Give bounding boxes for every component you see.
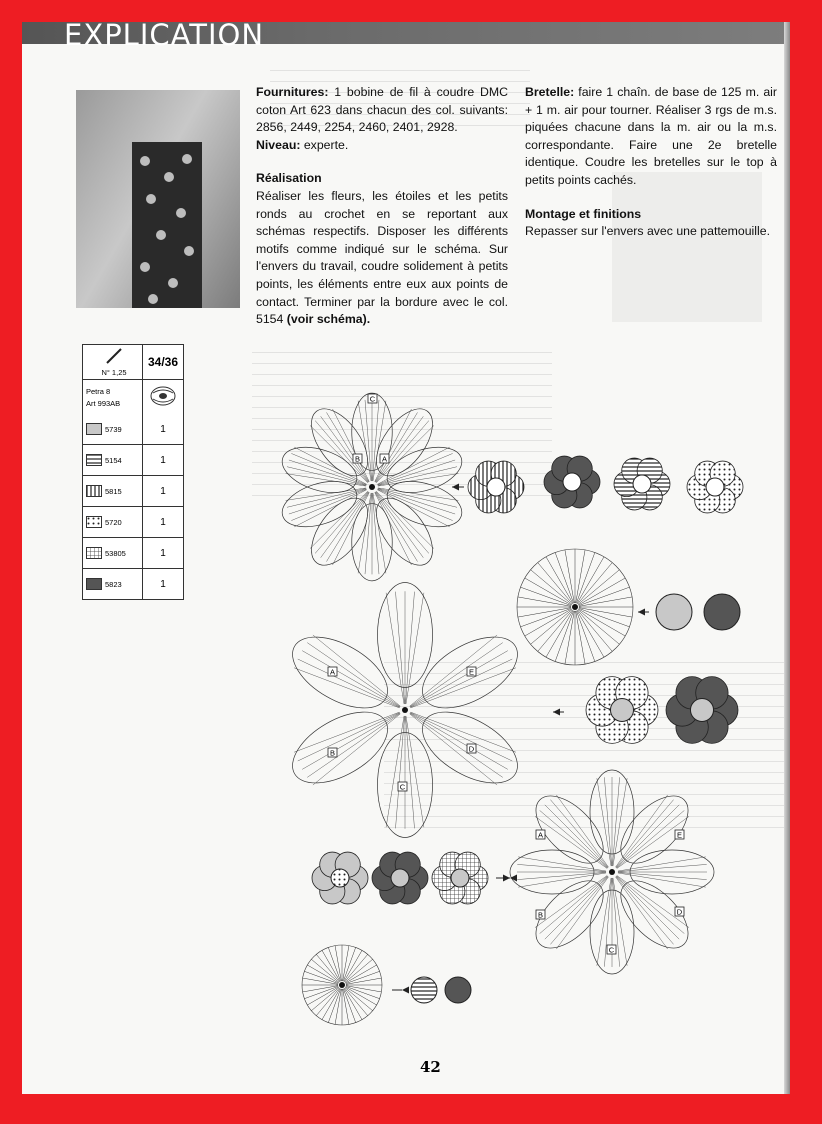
small-flower-motif-light <box>312 852 368 904</box>
small-flower-motif-dark <box>372 852 428 904</box>
flower-motif-striped <box>468 461 524 513</box>
realisation-ref: (voir schéma). <box>286 312 371 327</box>
diagram-label: A <box>537 830 544 840</box>
large-flower-motif-dotted <box>586 677 658 744</box>
diagram-label: A <box>329 667 336 677</box>
color-quantity: 1 <box>160 516 166 528</box>
color-code: 5154 <box>105 455 122 465</box>
small-flower-motif-grid <box>432 852 488 904</box>
niveau-label: Niveau: <box>256 137 301 152</box>
diagram-label: E <box>468 667 475 677</box>
large-flower-motif-dark <box>666 677 738 744</box>
page-title: EXPLICATION <box>64 22 265 52</box>
disc-motif-striped <box>411 977 437 1003</box>
color-quantity: 1 <box>160 578 166 590</box>
page-number: 42 <box>420 1058 441 1076</box>
color-quantity: 1 <box>160 547 166 559</box>
bretelle-text: faire 1 chaîn. de base de 125 m. air + 1 m. air pour tourner. Réaliser 3 rgs de m.s. piquées chacune dans la m. air ou la m.s. correspondante. Faire une 2e bretelle identique. Coudre les bretelles sur le top à petits points cachés. <box>525 85 777 187</box>
small-round-chart <box>302 945 382 1025</box>
color-code: 5720 <box>105 517 122 527</box>
disc-motif-light <box>656 594 692 630</box>
montage-text: Repasser sur l'envers avec une pattemouille. <box>525 224 770 239</box>
color-quantity: 1 <box>160 423 166 435</box>
realisation-text: Réaliser les fleurs, les étoiles et les petits ronds au crochet en se reportant aux schémas respectifs. Disposer les différents motifs comme indiqué sur le schéma. Sur l'envers du travail, coudre solidement à petits points, les éléments entre eux aux points de contact. Terminer par la bordure avec le col. 5154 <box>256 188 508 327</box>
color-quantity: 1 <box>160 485 166 497</box>
diagram-label: C <box>369 394 376 404</box>
diagram-label: B <box>329 748 336 758</box>
diagram-label: A <box>381 454 388 464</box>
star-flower-chart <box>276 393 467 581</box>
arrow-head <box>553 709 560 716</box>
arrow-head <box>452 484 459 491</box>
color-code: 5815 <box>105 486 122 496</box>
size-label: 34/36 <box>147 355 179 369</box>
magazine-page <box>22 22 790 1094</box>
large-flower-chart-2 <box>510 770 714 974</box>
diagram-label: C <box>608 945 615 955</box>
hook-size: N° 1,25 <box>101 368 127 377</box>
crochet-diagrams <box>22 22 790 1094</box>
diagram-label: D <box>676 907 683 917</box>
diagram-label: C <box>399 782 406 792</box>
arrow-head <box>638 609 645 616</box>
round-motif-chart <box>517 549 633 665</box>
flower-motif-dark <box>544 456 600 508</box>
diagram-label: B <box>537 910 544 920</box>
disc-motif-dark-small <box>445 977 471 1003</box>
diagram-label: E <box>676 830 683 840</box>
large-flower-chart <box>281 583 529 838</box>
diagram-label: D <box>468 744 475 754</box>
arrow-head <box>402 987 409 994</box>
bretelle-label: Bretelle: <box>525 85 575 99</box>
flower-motif-hstripes <box>614 458 670 510</box>
niveau-value: experte. <box>303 137 349 152</box>
realisation-title: Réalisation <box>256 171 322 186</box>
color-quantity: 1 <box>160 454 166 466</box>
fournitures-text: 1 bobine de fil à coudre DMC coton Art 623 dans chacun des col. suivants: 2856, 2449, 2254, 2460, 2401, 2928. <box>256 85 509 135</box>
montage-title: Montage et finitions <box>525 206 642 221</box>
disc-motif-dark <box>704 594 740 630</box>
yarn-name: Petra 8 <box>86 386 111 396</box>
flower-motif-dotted <box>687 461 743 513</box>
color-code: 5739 <box>105 424 122 434</box>
color-code: 5823 <box>105 579 122 589</box>
yarn-article: Art 993AB <box>86 398 121 408</box>
fournitures-label: Fournitures: <box>256 85 329 99</box>
arrow-head-right <box>503 875 510 882</box>
diagram-label: B <box>354 454 361 464</box>
color-code: 53805 <box>105 548 126 558</box>
